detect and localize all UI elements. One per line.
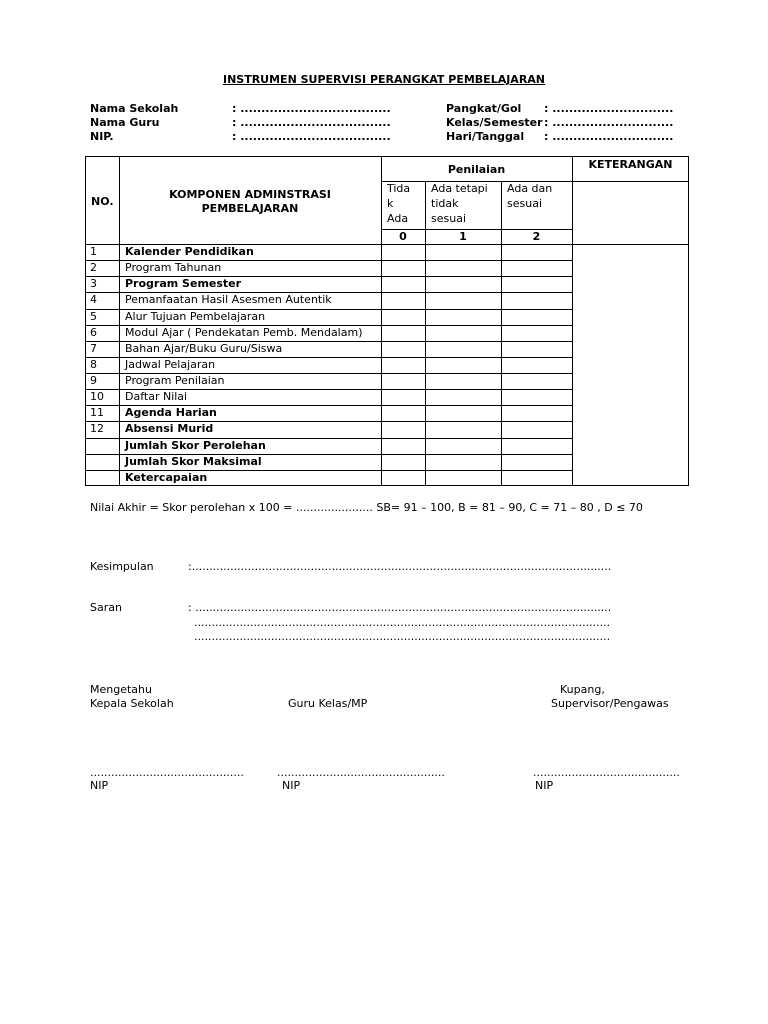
row-item: Ketercapaian bbox=[125, 470, 208, 484]
row-number: 8 bbox=[90, 357, 97, 371]
sub-header-tidak-ada-3: Ada bbox=[387, 212, 409, 225]
table-hline bbox=[85, 421, 572, 422]
row-item: Program Tahunan bbox=[125, 261, 222, 275]
document-title: INSTRUMEN SUPERVISI PERANGKAT PEMBELAJARAN bbox=[222, 73, 546, 86]
nip-kepala: NIP bbox=[90, 779, 109, 792]
table-hline bbox=[85, 357, 572, 358]
row-item: Program Penilaian bbox=[125, 374, 225, 388]
row-number: 7 bbox=[90, 341, 97, 355]
kesimpulan-label: Kesimpulan bbox=[90, 560, 154, 573]
row-number: 4 bbox=[90, 293, 97, 307]
row-item: Jumlah Skor Perolehan bbox=[125, 438, 266, 452]
mengetahu-label: Mengetahu bbox=[90, 683, 152, 696]
row-item: Pemanfaatan Hasil Asesmen Autentik bbox=[125, 293, 332, 307]
sub-header-tidak-sesuai-3: sesuai bbox=[431, 212, 466, 225]
row-item: Modul Ajar ( Pendekatan Pemb. Mendalam) bbox=[125, 325, 363, 339]
label-kelas-semester: Kelas/Semester bbox=[446, 116, 543, 129]
row-number: 10 bbox=[90, 390, 104, 404]
row-item: Agenda Harian bbox=[125, 406, 217, 420]
label-nip: NIP. bbox=[90, 130, 114, 143]
table-hline bbox=[85, 389, 572, 390]
sub-header-tidak-sesuai-1: Ada tetapi bbox=[431, 182, 488, 195]
kupang-label: Kupang, bbox=[560, 683, 605, 696]
sub-header-sesuai-2: sesuai bbox=[507, 197, 542, 210]
row-number: 9 bbox=[90, 374, 97, 388]
col-header-keterangan: KETERANGAN bbox=[588, 158, 673, 171]
col-header-no: NO. bbox=[91, 195, 114, 208]
table-vline bbox=[425, 181, 426, 486]
table-vline bbox=[572, 156, 573, 486]
row-number: 2 bbox=[90, 261, 97, 275]
table-hline bbox=[85, 373, 572, 374]
label-pangkat: Pangkat/Gol bbox=[446, 102, 522, 115]
value-kelas-semester: : ............................. bbox=[544, 116, 674, 129]
row-item: Alur Tujuan Pembelajaran bbox=[125, 309, 266, 323]
table-hline bbox=[85, 309, 572, 310]
sub-header-tidak-ada-1: Tida bbox=[387, 182, 411, 195]
sub-header-tidak-ada-2: k bbox=[387, 197, 394, 210]
table-vline bbox=[501, 181, 502, 486]
row-number: 11 bbox=[90, 406, 104, 420]
table-hline bbox=[85, 454, 572, 455]
value-nip: : .................................... bbox=[232, 130, 391, 143]
col-header-komponen-line1: KOMPONEN ADMINSTRASI bbox=[169, 188, 331, 201]
row-item: Program Semester bbox=[125, 277, 242, 291]
row-number: 3 bbox=[90, 277, 97, 291]
kepala-sekolah-label: Kepala Sekolah bbox=[90, 697, 174, 710]
nip-supervisor: NIP bbox=[535, 779, 554, 792]
table-vline bbox=[381, 156, 382, 486]
row-number: 5 bbox=[90, 309, 97, 323]
kesimpulan-dots: :........................................................................................................................ bbox=[188, 560, 612, 573]
assessment-table bbox=[85, 156, 689, 486]
sub-header-tidak-sesuai-2: tidak bbox=[431, 197, 459, 210]
label-hari-tanggal: Hari/Tanggal bbox=[446, 130, 525, 143]
sub-header-sesuai-1: Ada dan bbox=[507, 182, 553, 195]
row-item: Bahan Ajar/Buku Guru/Siswa bbox=[125, 341, 283, 355]
table-hline bbox=[85, 276, 572, 277]
label-nama-sekolah: Nama Sekolah bbox=[90, 102, 179, 115]
supervisor-label: Supervisor/Pengawas bbox=[551, 697, 669, 710]
value-nama-guru: : .................................... bbox=[232, 116, 391, 129]
guru-kelas-label: Guru Kelas/MP bbox=[288, 697, 368, 710]
signature-line-supervisor: .......................................... bbox=[533, 766, 680, 779]
row-item: Daftar Nilai bbox=[125, 390, 188, 404]
row-number: 12 bbox=[90, 422, 104, 436]
table-hline bbox=[85, 325, 572, 326]
saran-dots-1: : ....................................................................................................................... bbox=[188, 601, 612, 614]
row-number: 6 bbox=[90, 325, 97, 339]
col-header-penilaian: Penilaian bbox=[447, 163, 506, 176]
saran-dots-3: ....................................................................................................................... bbox=[194, 630, 611, 643]
value-hari-tanggal: : ............................. bbox=[544, 130, 674, 143]
col-header-komponen-line2: PEMBELAJARAN bbox=[201, 202, 299, 215]
nilai-akhir-formula: Nilai Akhir = Skor perolehan x 100 = ...................... SB= 91 – 100, B = 81 – 90, C = 71 – 80 , D ≤ 70 bbox=[90, 501, 643, 514]
row-item: Jumlah Skor Maksimal bbox=[125, 454, 262, 468]
nip-guru: NIP bbox=[282, 779, 301, 792]
row-item: Jadwal Pelajaran bbox=[125, 357, 216, 371]
score-2: 2 bbox=[532, 230, 541, 243]
saran-label: Saran bbox=[90, 601, 122, 614]
score-0: 0 bbox=[399, 230, 407, 243]
row-item: Absensi Murid bbox=[125, 422, 214, 436]
signature-line-kepala: ............................................ bbox=[90, 766, 244, 779]
row-item: Kalender Pendidikan bbox=[125, 245, 254, 258]
value-pangkat: : ............................. bbox=[544, 102, 674, 115]
table-hline bbox=[85, 470, 572, 471]
saran-dots-2: ....................................................................................................................... bbox=[194, 616, 611, 629]
table-hline bbox=[85, 438, 572, 439]
value-nama-sekolah: : .................................... bbox=[232, 102, 391, 115]
table-hline bbox=[85, 260, 572, 261]
table-hline bbox=[85, 341, 572, 342]
table-hline bbox=[85, 405, 572, 406]
table-hline bbox=[85, 292, 572, 293]
signature-line-guru: ................................................ bbox=[277, 766, 445, 779]
label-nama-guru: Nama Guru bbox=[90, 116, 160, 129]
score-1: 1 bbox=[459, 230, 467, 243]
row-number: 1 bbox=[90, 245, 97, 258]
